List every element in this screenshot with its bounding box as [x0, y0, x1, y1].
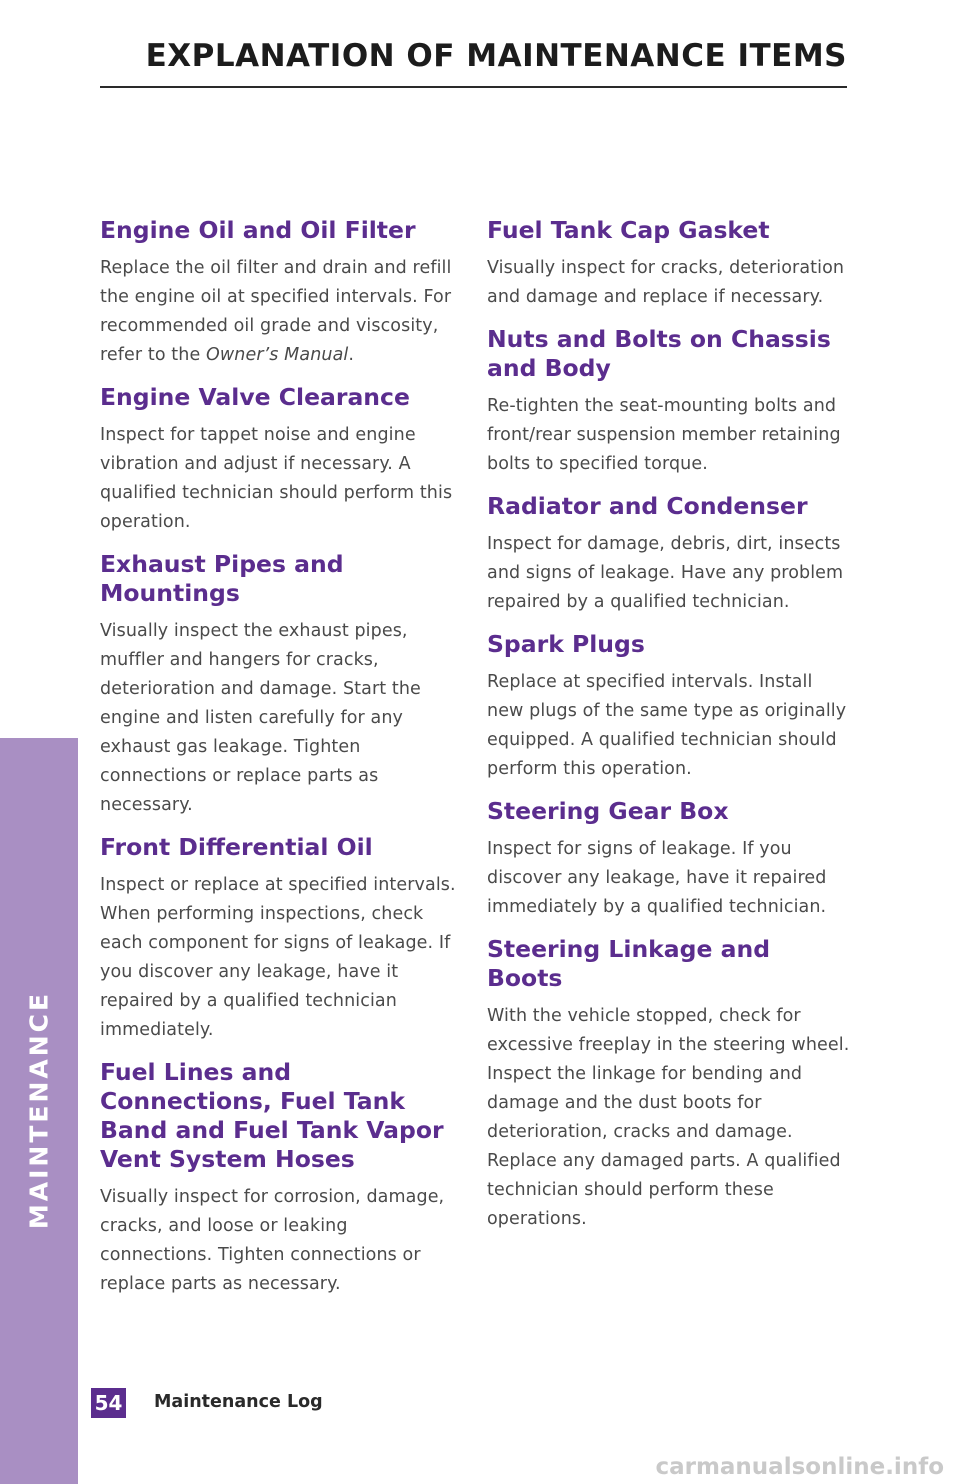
item-body: With the vehicle stopped, check for excessive freeplay in the steering wheel. Inspect the linkage for bending and damage and the dust boots for deterioration, cracks and damage. Replace any damaged parts. A qualified technician should perform these operations. [487, 1006, 850, 1229]
item-steering-gear [487, 797, 852, 922]
item-steering-linkage [487, 935, 852, 1234]
item-title: Radiator and Condenser [487, 492, 808, 520]
item-body: Replace at specified intervals. Install new plugs of the same type as originally equipped. A qualified technician should perform this operation. [487, 672, 847, 779]
header-divider [100, 86, 847, 88]
item-body: Re-tighten the seat-mounting bolts and front/rear suspension member retaining bolts to specified torque. [487, 396, 841, 474]
page-header-title: EXPLANATION OF MAINTENANCE ITEMS [145, 38, 847, 74]
item-body-text: Replace the oil filter and drain and refill the engine oil at specified intervals. For recommended oil grade and viscosity, refer to the [100, 258, 452, 365]
item-exhaust-pipes [100, 550, 460, 820]
item-title: Spark Plugs [487, 630, 645, 658]
item-spark-plugs [487, 630, 852, 784]
item-fuel-lines [100, 1058, 460, 1299]
item-title: Nuts and Bolts on Chassis and Body [487, 325, 831, 382]
item-body: Visually inspect the exhaust pipes, muffler and hangers for cracks, deterioration and damage. Start the engine and listen carefully for any exhaust gas leakage. Tighten connections or replace parts as necessary. [100, 621, 421, 815]
item-body-emphasis: Owner’s Manual [205, 345, 349, 365]
item-title: Steering Linkage and Boots [487, 935, 771, 992]
item-title: Exhaust Pipes and Mountings [100, 550, 344, 607]
item-engine-valve [100, 383, 460, 537]
right-column [487, 216, 852, 1247]
footer-section-label: Maintenance Log [154, 1392, 323, 1412]
item-title: Fuel Tank Cap Gasket [487, 216, 770, 244]
left-column [100, 216, 460, 1312]
item-title: Fuel Lines and Connections, Fuel Tank Band and Fuel Tank Vapor Vent System Hoses [100, 1058, 444, 1173]
item-body: Inspect for tappet noise and engine vibration and adjust if necessary. A qualified technician should perform this operation. [100, 425, 453, 532]
item-body: Visually inspect for corrosion, damage, cracks, and loose or leaking connections. Tighten connections or replace parts as necessary. [100, 1187, 445, 1294]
item-body: Inspect for damage, debris, dirt, insects and signs of leakage. Have any problem repaired by a qualified technician. [487, 534, 844, 612]
item-title: Steering Gear Box [487, 797, 729, 825]
item-engine-oil [100, 216, 460, 370]
item-fuel-tank-cap [487, 216, 852, 312]
item-body: Inspect or replace at specified intervals. When performing inspections, check each component for signs of leakage. If you discover any leakage, have it repaired by a qualified technician immediately. [100, 875, 456, 1040]
item-front-differential [100, 833, 460, 1045]
page-number-badge: 54 [91, 1388, 126, 1418]
item-body: Visually inspect for cracks, deterioration and damage and replace if necessary. [487, 258, 845, 307]
watermark-text: carmanualsonline.info [655, 1454, 944, 1480]
item-title: Front Differential Oil [100, 833, 373, 861]
item-body [100, 254, 460, 370]
item-title: Engine Oil and Oil Filter [100, 216, 416, 244]
item-body-end: . [348, 345, 355, 365]
side-tab-label: MAINTENANCE [24, 990, 54, 1230]
item-radiator [487, 492, 852, 617]
item-title: Engine Valve Clearance [100, 383, 410, 411]
item-body: Inspect for signs of leakage. If you discover any leakage, have it repaired immediately by a qualified technician. [487, 839, 827, 917]
item-nuts-bolts [487, 325, 852, 479]
